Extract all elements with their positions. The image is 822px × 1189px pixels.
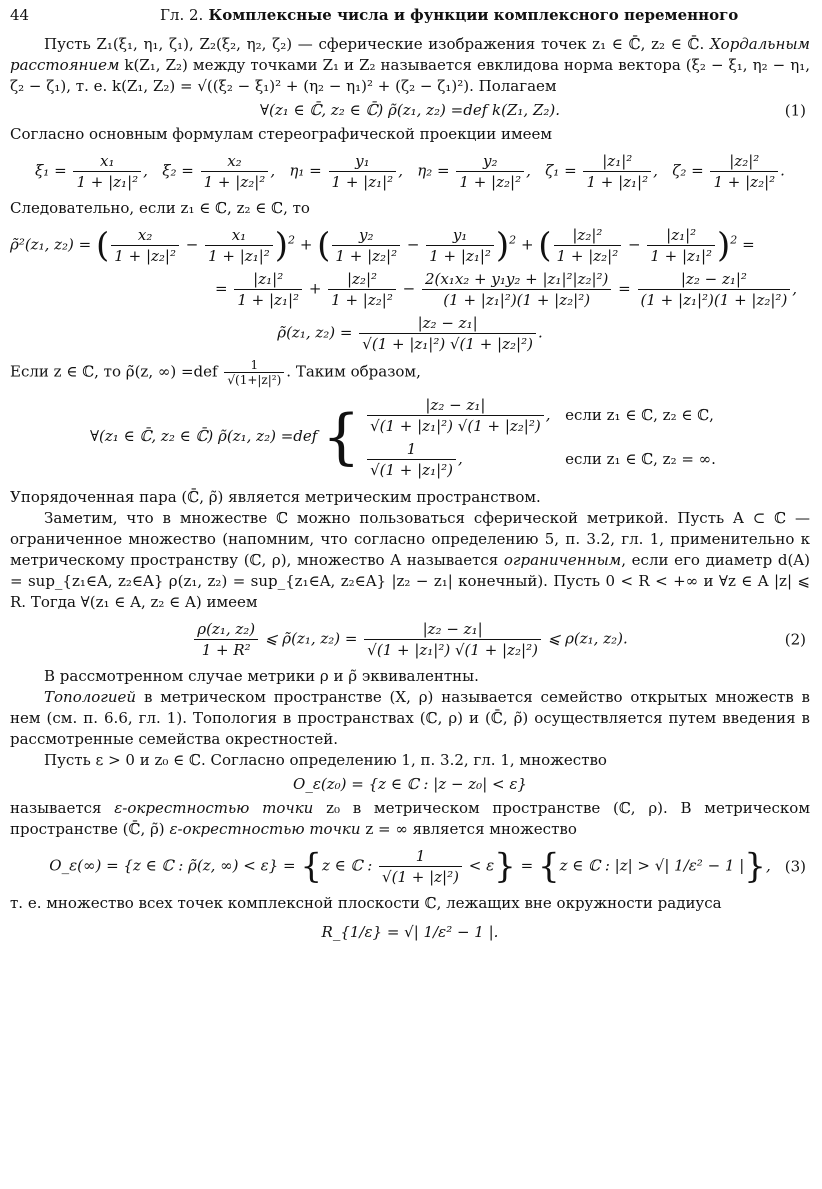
fraction (332, 225, 400, 266)
formula-part: = (742, 235, 755, 254)
formula-part: ζ₁ = (545, 161, 577, 180)
formula-part: z ∈ ℂ : (321, 856, 373, 875)
paragraph-neighbourhood (10, 798, 810, 840)
paragraph-metric-space: Упорядоченная пара (ℂ̄, ρ̃) является метрическим пространством. (10, 488, 541, 506)
numerator: |z₂ − z₁| (367, 395, 544, 416)
fraction (328, 269, 396, 310)
brace-close: } (494, 846, 516, 887)
numerator: y₁ (329, 151, 397, 172)
denominator: 1 + |z₂|² (556, 247, 619, 265)
fraction (359, 313, 536, 354)
term-epsilon-neighbourhood: ε-окрестностью точки (114, 799, 314, 817)
case-infinite (365, 437, 765, 481)
brace-open: { (537, 846, 560, 887)
exponent: 2 (509, 233, 517, 247)
text-span: Пусть Z₁(ξ₁, η₁, ζ₁), Z₂(ξ₂, η₂, ζ₂) — сферические изображения точек z₁ ∈ ℂ̄, z₂ ∈ ℂ̄. (44, 35, 705, 53)
denominator: 1 + |z₂|² (331, 291, 393, 309)
denominator: 1 + |z₂|² (203, 173, 266, 191)
equation-1 (10, 100, 810, 121)
rho-tilde-formula (10, 313, 810, 354)
fraction (364, 619, 541, 660)
fraction (554, 225, 622, 266)
chapter-label: Гл. 2. (160, 6, 204, 24)
numerator: x₁ (205, 225, 273, 246)
case-condition: если z₁ ∈ ℂ, z₂ ∈ ℂ, (565, 405, 714, 424)
formula-part: ρ̃(z₁, z₂) = (277, 323, 353, 342)
radius-formula (10, 922, 810, 943)
denominator: √(1 + |z|²) (382, 868, 459, 886)
denominator: 1 + |z₁|² (650, 247, 713, 265)
numerator: |z₁|² (647, 225, 715, 246)
term-epsilon-neighbourhood: ε-окрестностью точки (169, 820, 361, 838)
numerator: |z₂ − z₁|² (638, 269, 791, 290)
case-condition: если z₁ ∈ ℂ, z₂ = ∞. (565, 449, 716, 468)
denominator: 1 + |z₂|² (335, 247, 398, 265)
fraction (111, 225, 179, 266)
case-expression (365, 439, 565, 480)
paragraph-infinity (10, 358, 810, 387)
fraction (224, 358, 284, 387)
numerator: |z₂ − z₁| (359, 313, 536, 334)
denominator: 1 + |z₁|² (76, 173, 139, 191)
formula-part: , (792, 279, 798, 298)
paragraph-topology (10, 687, 810, 750)
numerator: 1 (379, 846, 462, 867)
brace-close: } (744, 846, 766, 887)
fraction (379, 846, 462, 887)
text-span: в метрическом пространстве (X, ρ) называется семейство открытых множеств в нем (см. п. 6.6, гл. 1). Топология в пространствах (ℂ, ρ) и (ℂ̄, ρ̃) осуществляется путем введения в рассмотренные семейства окрестностей. (10, 688, 810, 748)
brace-open: { (300, 846, 322, 887)
fraction (205, 225, 273, 266)
fraction (367, 395, 544, 436)
denominator: (1 + |z₁|²)(1 + |z₂|²) (443, 291, 591, 309)
formula-part: , (765, 856, 771, 875)
fraction (638, 269, 791, 310)
numerator: |z₁|² (583, 151, 651, 172)
denominator: 1 + |z₁|² (586, 173, 649, 191)
denominator: (1 + |z₁|²)(1 + |z₂|²) (640, 291, 788, 309)
numerator: ρ(z₁, z₂) (194, 619, 258, 640)
denominator: 1 + |z₁|² (331, 173, 394, 191)
formula-part: = (215, 279, 228, 298)
formula-part: ζ₂ = (672, 161, 704, 180)
fraction (367, 439, 456, 480)
denominator: √(1 + |z₁|²) (370, 460, 454, 479)
book-page (10, 0, 810, 1189)
fraction (234, 269, 302, 310)
numerator: 1 (367, 439, 456, 460)
fraction (329, 151, 397, 192)
numerator: y₂ (456, 151, 524, 172)
fraction (194, 619, 258, 660)
denominator: 1 + R² (201, 641, 251, 659)
fraction (710, 151, 778, 192)
exponent: 2 (288, 233, 296, 247)
paren-open: ( (317, 225, 331, 266)
formula-part: z ∈ ℂ : |z| > (559, 856, 650, 875)
denominator: √(1+|z|²) (227, 373, 282, 387)
case-finite (365, 393, 765, 437)
formula-part: √| 1/ε² − 1 | (654, 856, 745, 875)
numerator: x₂ (201, 151, 269, 172)
formula-part: O_ε(z₀) = {z ∈ ℂ : |z − z₀| < ε} (293, 775, 527, 793)
fraction (456, 151, 524, 192)
equation-number: (2) (784, 630, 806, 648)
formula-part: = (520, 856, 534, 875)
numerator: y₂ (332, 225, 400, 246)
equation-3 (10, 846, 810, 887)
text-span: z = ∞ является множество (365, 820, 577, 838)
fraction (647, 225, 715, 266)
cases-list (365, 393, 765, 481)
neighbourhood-formula (10, 774, 810, 795)
formula-part: ∀(z₁ ∈ ℂ̄, z₂ ∈ ℂ̄) ρ̃(z₁, z₂) =def (90, 427, 318, 445)
paragraph-epsilon: Пусть ε > 0 и z₀ ∈ ℂ. Согласно определению 1, п. 3.2, гл. 1, множество (44, 751, 607, 769)
paren-close: ) (274, 225, 289, 266)
denominator: 1 + |z₁|² (237, 291, 300, 309)
page-body (10, 34, 810, 946)
denominator: √(1 + |z₁|²) √(1 + |z₂|²) (370, 416, 541, 435)
denominator: 1 + |z₂|² (114, 247, 176, 265)
denominator: 1 + |z₁|² (429, 247, 491, 265)
text-span: Заметим, что в множестве ℂ можно пользоваться сферической метрикой. Пусть A ⊂ ℂ — ограниченное множество (напомним, что согласно определению 5, п. 3.2, гл. 1, применительно к метрическому пространству (ℂ, ρ), множество A называется (10, 509, 810, 569)
cases-definition (10, 393, 810, 481)
text-span: Если z ∈ ℂ, то ρ̃(z, ∞) =def (10, 362, 218, 381)
formula-part: R_{1/ε} = √| 1/ε² − 1 |. (321, 923, 499, 941)
fraction (422, 269, 611, 310)
numerator: x₁ (73, 151, 141, 172)
numerator: |z₁|² (234, 269, 302, 290)
paren-open: ( (96, 225, 110, 266)
paragraph-equivalent: В рассмотренном случае метрики ρ и ρ̃ эквивалентны. (44, 667, 479, 685)
denominator: 1 + |z₁|² (208, 247, 270, 265)
chapter-heading (160, 6, 738, 24)
formula-part: , (458, 449, 463, 467)
denominator: √(1 + |z₁|²) √(1 + |z₂|²) (367, 641, 538, 659)
equation-1-body: ∀(z₁ ∈ ℂ̄, z₂ ∈ ℂ̄) ρ̃(z₁, z₂) =def k(Z₁, Z₂). (259, 101, 561, 119)
paren-open: ( (538, 225, 552, 266)
stereographic-formulas: ξ₁ = $\frac{\text{x₁}}{\text{1 + |z₁|²}}$ , ξ₂ = $\frac{\text{x₂}}{\text{1 + |z₂|²}}$ , η₁ = $\frac{\text{y₁}}{\text{1 + |z₁|²}}$ , η₂ = $\frac{\text{y₂}}{\text{1 + |z₂|²}}$ , ζ₁ = $\frac{\text{|z₁|²}}{\text{1 + |z₁|²}}$ , ζ₂ = $\frac{\text{|z₂|²}}{\text{1 + |z₂|²}}$ . (35, 152, 785, 191)
formula-part: ξ₂ = (162, 161, 194, 180)
paragraph-stereo: Согласно основным формулам стереографической проекции имеем (10, 125, 553, 143)
numerator: |z₂|² (554, 225, 622, 246)
paren-close: ) (495, 225, 510, 266)
text-span: , если его диаметр d(A) = sup_{z₁∈A, z₂∈A} ρ(z₁, z₂) = sup_{z₁∈A, z₂∈A} |z₂ − z₁| конечный). Пусть 0 < R < +∞ и ∀z ∈ A |z| ⩽ R. Тогда ∀(z₁ ∈ A, z₂ ∈ A) имеем (10, 551, 810, 611)
fraction (426, 225, 494, 266)
text-span: называется (10, 799, 102, 817)
numerator: |z₂|² (328, 269, 396, 290)
equation-number: (1) (784, 101, 806, 119)
text-span: . Таким образом, (286, 362, 421, 381)
case-expression (365, 395, 565, 436)
formula-part: ξ₁ = (35, 161, 67, 180)
page-number: 44 (10, 6, 30, 24)
term-topology: Топологией (44, 688, 137, 706)
rho-squared-line-1: ρ̃²(z₁, z₂) = ( $\frac{\text{x₂}}{\text{1 + |z₂|²}}$ − $\frac{\text{x₁}}{\text{1 + |z₁|²}}$ )$^2$ + ( $\frac{\text{y₂}}{\text{1 + |z₂|²}}$ − $\frac{\text{y₁}}{\text{1 + |z₁|²}}$ )$^2$ + ( $\frac{\text{|z₂|²}}{\text{1 + |z₂|²}}$ − $\frac{\text{|z₁|²}}{\text{1 + |z₁|²}}$ )$^2$ = (10, 225, 755, 266)
formula-part: , (545, 405, 551, 423)
numerator: 2(x₁x₂ + y₁y₂ + |z₁|²|z₂|²) (422, 269, 611, 290)
fraction (583, 151, 651, 192)
formula-part: ρ̃²(z₁, z₂) = (10, 235, 92, 254)
formula-part: η₂ = (417, 161, 450, 180)
paragraph-consequently: Следовательно, если z₁ ∈ ℂ, z₂ ∈ ℂ, то (10, 199, 310, 217)
rho-squared-line-2: = $\frac{\text{|z₁|²}}{\text{1 + |z₁|²}}$ + $\frac{\text{|z₂|²}}{\text{1 + |z₂|²}}$ − $\frac{\text{2(x₁x₂ + y₁y₂ + |z₁|²|z₂|²)}}{\text{(1 + |z₁|²)(1 + |z₂|²)}}$ = $\frac{\text{|z₂ − z₁|²}}{\text{(1 + |z₁|²)(1 + |z₂|²)}}$ , (215, 270, 798, 309)
text-span: k(Z₁, Z₂) между точками Z₁ и Z₂ называется евклидова норма вектора (ξ₂ − ξ₁, η₂ − η₁, ζ₂ − ζ₁), т. е. k(Z₁, Z₂) = √((ξ₂ − ξ₁)² + (η₂ − η₁)² + (ζ₂ − ζ₁)²). Полагаем (10, 56, 810, 95)
brace-open: { (322, 402, 361, 472)
formula-part: ⩽ ρ(z₁, z₂). (547, 629, 628, 648)
denominator: √(1 + |z₁|²) √(1 + |z₂|²) (362, 335, 533, 353)
numerator: |z₂|² (710, 151, 778, 172)
term-chordal-distance: Хордальным расстоянием (10, 35, 810, 74)
equation-number: (3) (784, 857, 806, 875)
running-head (10, 6, 810, 28)
formula-part: O_ε(∞) = {z ∈ ℂ : ρ̃(z, ∞) < ε} = (49, 856, 296, 875)
numerator: x₂ (111, 225, 179, 246)
formula-part: ⩽ ρ̃(z₁, z₂) = (264, 629, 358, 648)
numerator: y₁ (426, 225, 494, 246)
paren-close: ) (717, 225, 731, 266)
paragraph-complex-plane: т. е. множество всех точек комплексной плоскости ℂ, лежащих вне окружности радиуса (10, 894, 722, 912)
chapter-title: Комплексные числа и функции комплексного переменного (208, 6, 739, 24)
fraction (73, 151, 141, 192)
exponent: 2 (730, 233, 738, 247)
equation-2 (10, 619, 810, 660)
denominator: 1 + |z₂|² (713, 173, 776, 191)
paragraph-bounded-set (10, 508, 810, 613)
term-bounded: ограниченным (503, 551, 622, 569)
numerator: |z₂ − z₁| (364, 619, 541, 640)
numerator: 1 (224, 358, 284, 373)
paragraph-chordal-distance (10, 34, 810, 97)
fraction (201, 151, 269, 192)
formula-part: < ε (468, 856, 495, 875)
formula-part: . (537, 323, 543, 342)
denominator: 1 + |z₂|² (459, 173, 522, 191)
formula-part: η₁ = (289, 161, 322, 180)
text-span: z₀ в метрическом пространстве (ℂ, ρ). В метрическом пространстве (ℂ̄, ρ̃) (10, 799, 810, 838)
